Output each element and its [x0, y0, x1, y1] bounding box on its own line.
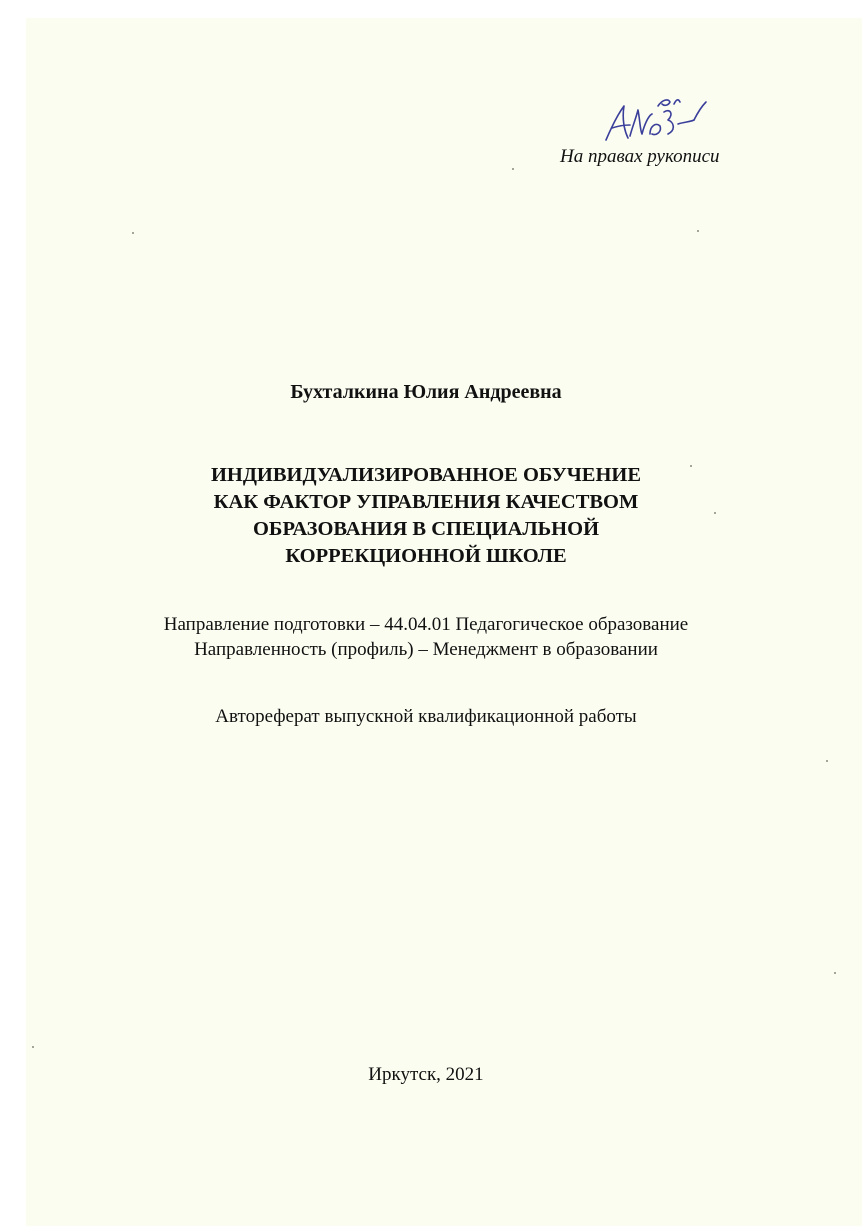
- thesis-title: [0, 462, 852, 570]
- title-line: ОБРАЗОВАНИЯ В СПЕЦИАЛЬНОЙ: [252, 518, 600, 540]
- scan-speck: [512, 168, 514, 170]
- scan-speck: [690, 465, 692, 467]
- title-line: КОРРЕКЦИОННОЙ ШКОЛЕ: [285, 545, 567, 567]
- scan-speck: [32, 1046, 34, 1048]
- study-profile: Направленность (профиль) – Менеджмент в образовании: [194, 639, 658, 660]
- manuscript-note: На правах рукописи: [560, 146, 720, 167]
- title-line: КАК ФАКТОР УПРАВЛЕНИЯ КАЧЕСТВОМ: [213, 491, 639, 513]
- scan-speck: [132, 232, 134, 234]
- scan-speck: [834, 972, 836, 974]
- city-year: Иркутск, 2021: [368, 1064, 484, 1085]
- work-type: Автореферат выпускной квалификационной работы: [215, 706, 637, 727]
- scan-margin-right: [862, 0, 868, 1226]
- scan-speck: [697, 230, 699, 232]
- study-direction-block: [0, 612, 852, 662]
- scan-speck: [826, 760, 828, 762]
- author-name: Бухталкина Юлия Андреевна: [290, 381, 562, 403]
- signature-icon: [598, 92, 708, 148]
- title-line: ИНДИВИДУАЛИЗИРОВАННОЕ ОБУЧЕНИЕ: [210, 464, 642, 486]
- scan-margin-top: [0, 0, 868, 18]
- study-direction: Направление подготовки – 44.04.01 Педагогическое образование: [163, 614, 689, 635]
- scan-speck: [714, 512, 716, 514]
